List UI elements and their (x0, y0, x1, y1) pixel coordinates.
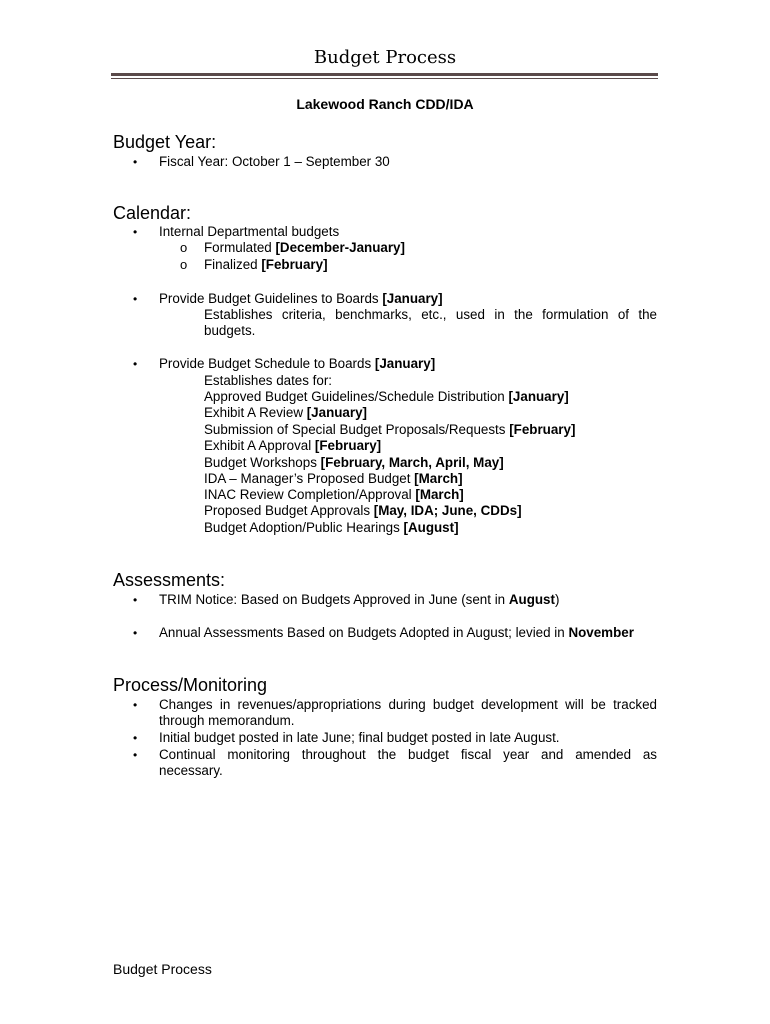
sub-list-item: Formulated [December-January] (204, 240, 405, 255)
bullet-icon: • (133, 731, 138, 745)
sub-list-item: Finalized [February] (204, 257, 328, 272)
header-rule-thick (111, 73, 658, 76)
circle-bullet-icon: o (180, 257, 188, 272)
section-heading-process-monitoring: Process/Monitoring (113, 675, 268, 695)
bullet-icon: • (133, 698, 138, 712)
section-heading-calendar: Calendar: (113, 203, 192, 223)
list-item: Annual Assessments Based on Budgets Adopted in August; levied in November (159, 625, 634, 640)
section-heading-assessments: Assessments: (113, 570, 226, 590)
schedule-entry: IDA – Manager’s Proposed Budget [March] (204, 471, 463, 486)
bullet-icon: • (133, 748, 138, 762)
list-item: TRIM Notice: Based on Budgets Approved in June (sent in August) (159, 592, 560, 607)
header-rule-thin (111, 78, 658, 79)
circle-bullet-icon: o (180, 240, 188, 255)
schedule-entry: Budget Workshops [February, March, April, May] (204, 455, 504, 470)
header-title: Budget Process (313, 47, 457, 68)
bullet-icon: • (133, 155, 138, 169)
schedule-entry: INAC Review Completion/Approval [March] (204, 487, 464, 502)
bullet-icon: • (133, 292, 138, 306)
list-item-continuation: necessary. (159, 763, 223, 778)
section-heading-budget-year: Budget Year: (113, 132, 217, 152)
list-item: Internal Departmental budgets (159, 224, 340, 239)
footer-text: Budget Process (113, 961, 212, 977)
schedule-entry: Budget Adoption/Public Hearings [August] (204, 520, 459, 535)
schedule-entry: Proposed Budget Approvals [May, IDA; June, CDDs] (204, 503, 522, 518)
bullet-icon: • (133, 593, 138, 607)
list-item: Initial budget posted in late June; final budget posted in late August. (159, 730, 560, 745)
schedule-entry: Exhibit A Review [January] (204, 405, 367, 420)
item-description: Establishes criteria, benchmarks, etc., used in the formulation of the (204, 307, 657, 322)
schedule-entry: Submission of Special Budget Proposals/Requests [February] (204, 422, 576, 437)
list-item-continuation: through memorandum. (159, 713, 295, 728)
bullet-icon: • (133, 357, 138, 371)
bullet-icon: • (133, 626, 138, 640)
item-description: Establishes dates for: (204, 373, 333, 388)
list-item: Provide Budget Guidelines to Boards [January] (159, 291, 443, 306)
list-item: Continual monitoring throughout the budget fiscal year and amended as (159, 747, 657, 762)
bullet-icon: • (133, 225, 138, 239)
list-item: Changes in revenues/appropriations during budget development will be tracked (159, 697, 657, 712)
list-item: Fiscal Year: October 1 – September 30 (159, 154, 390, 169)
organization-title: Lakewood Ranch CDD/IDA (296, 96, 474, 112)
schedule-entry: Approved Budget Guidelines/Schedule Distribution [January] (204, 389, 569, 404)
item-description: budgets. (204, 323, 256, 338)
list-item: Provide Budget Schedule to Boards [January] (159, 356, 436, 371)
schedule-entry: Exhibit A Approval [February] (204, 438, 382, 453)
